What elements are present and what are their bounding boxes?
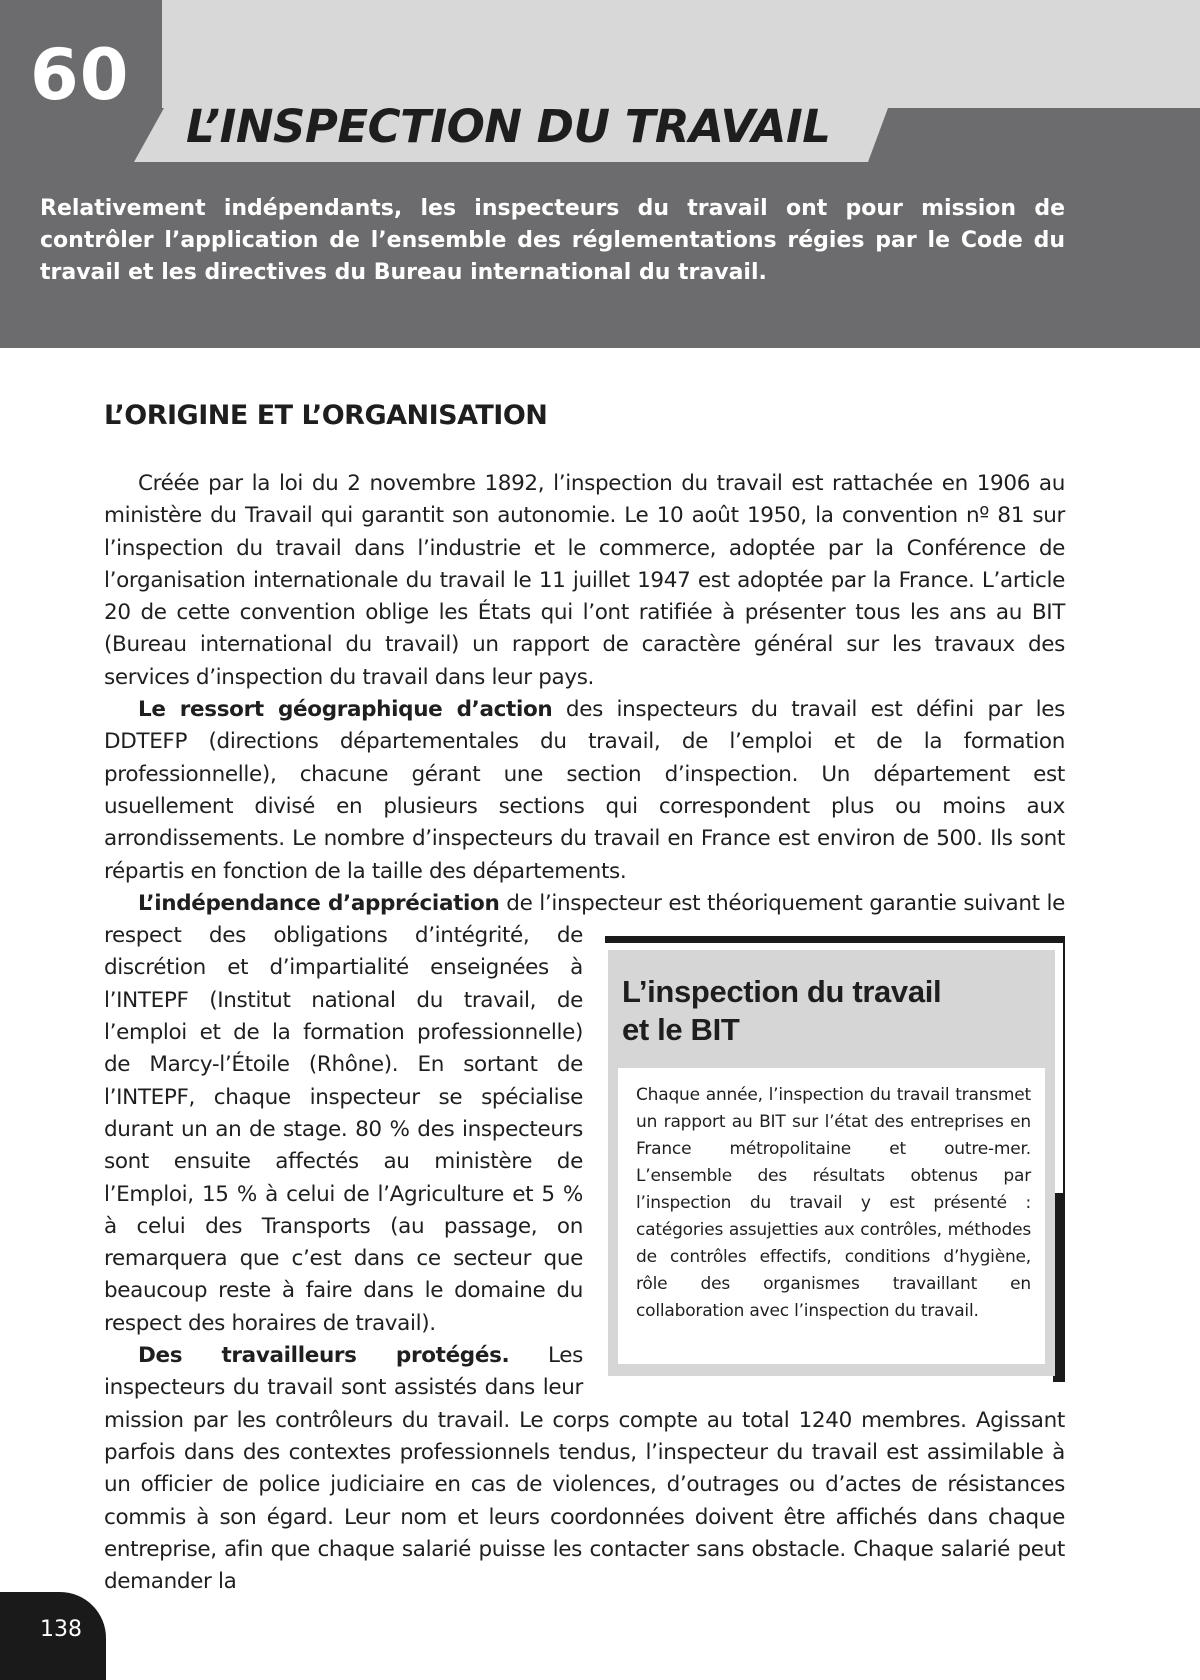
paragraph-text: des inspecteurs du travail est défini par les DDTEFP (directions départementales du travail, de l’emploi et de la formation professionnelle), chacune gérant une section d’inspection. Un département est usuellement divisé en plusieurs sections qui correspondent plus ou moins aux arrondissements. Le nombre d’inspecteurs du travail en France est environ de 500. Ils sont répartis en fonction de la taille des départements. xyxy=(104,697,1065,884)
paragraph-origin: Créée par la loi du 2 novembre 1892, l’inspection du travail est rattachée en 1906 au ministère du Travail qui garantit son autonomie. Le 10 août 1950, la convention nº 81 sur l’inspection du travail dans l’industrie et le commerce, adoptée par la Conférence de l’organisation internationale du travail le 11 juillet 1947 est adoptée par la France. L’article 20 de cette convention oblige les États qui l’ont ratifiée à présenter tous les ans au BIT (Bureau international du travail) un rapport de caractère général sur les travaux des services d’inspection du travail dans leur pays. xyxy=(104,471,1065,690)
paragraph-lead: L’indépendance d’appréciation xyxy=(138,890,500,916)
paragraph-lead: Des travailleurs protégés. xyxy=(138,1343,510,1369)
sidebar-text: Chaque année, l’inspection du travail transmet un rapport au BIT sur l’état des entreprises en France métropolitaine et outre-mer. L’ensemble des résultats obtenus par l’inspection du travail y est présenté : catégories assujetties aux contrôles, méthodes de contrôles effectifs, conditions d’hygiène, rôle des organismes travaillant en collaboration avec l’inspection du travail. xyxy=(618,1068,1045,1364)
paragraph-lead: Le ressort géographique d’action xyxy=(138,697,553,723)
body-text xyxy=(104,468,1065,1598)
sidebar-box xyxy=(605,936,1065,1382)
page-number: 138 xyxy=(40,1617,82,1642)
section-title: L’ORIGINE ET L’ORGANISATION xyxy=(104,400,548,431)
paragraph-geographic-scope xyxy=(104,694,1065,888)
paragraph-text: Les inspecteurs du travail sont assistés dans leur mission par les contrôleurs du travail. Le corps compte au total 1240 membres. Agissant parfois dans des contextes professionnels tendus, l’inspecteur du travail est assimilable à un officier de police judiciaire en cas de violences, d’outrages ou d’actes de résistances commis à son égard. Leur nom et leurs coordonnées doivent être affichés dans chaque entreprise, afin que chaque salarié puisse les contacter sans obstacle. Chaque salarié peut demander la xyxy=(104,1343,1065,1595)
header-light-band xyxy=(162,0,1200,108)
sidebar-title xyxy=(618,960,1045,1068)
sidebar-inner xyxy=(608,950,1055,1376)
sidebar-title-line-1: L’inspection du travail xyxy=(622,973,942,1009)
sidebar-title-line-2: et le BIT xyxy=(622,1011,740,1047)
chapter-title: L’INSPECTION DU TRAVAIL xyxy=(186,100,831,153)
paragraph-text: de l’inspecteur est théoriquement garantie suivant le respect des obligations d’intégrité, de discrétion et d’impartialité enseignées à l’INTEPF (Institut national du travail, de l’emploi et de la formation professionnelle) de Marcy-l’Étoile (Rhône). En sortant de l’INTEPF, chaque inspecteur se spécialise durant un an de stage. 80 % des inspecteurs sont ensuite affectés au ministère de l’Emploi, 15 % à celui de l’Agriculture et 5 % à celui des Transports (au passage, on remarquera que c’est dans ce secteur que beaucoup reste à faire dans le domaine du respect des horaires de travail). xyxy=(104,890,1066,1336)
sidebar-float xyxy=(605,936,1065,1382)
chapter-intro: Relativement indépendants, les inspecteurs du travail ont pour mission de contrôler l’application de l’ensemble des réglementations régies par le Code du travail et les directives du Bureau international du travail. xyxy=(40,196,1065,285)
chapter-number: 60 xyxy=(30,34,130,116)
